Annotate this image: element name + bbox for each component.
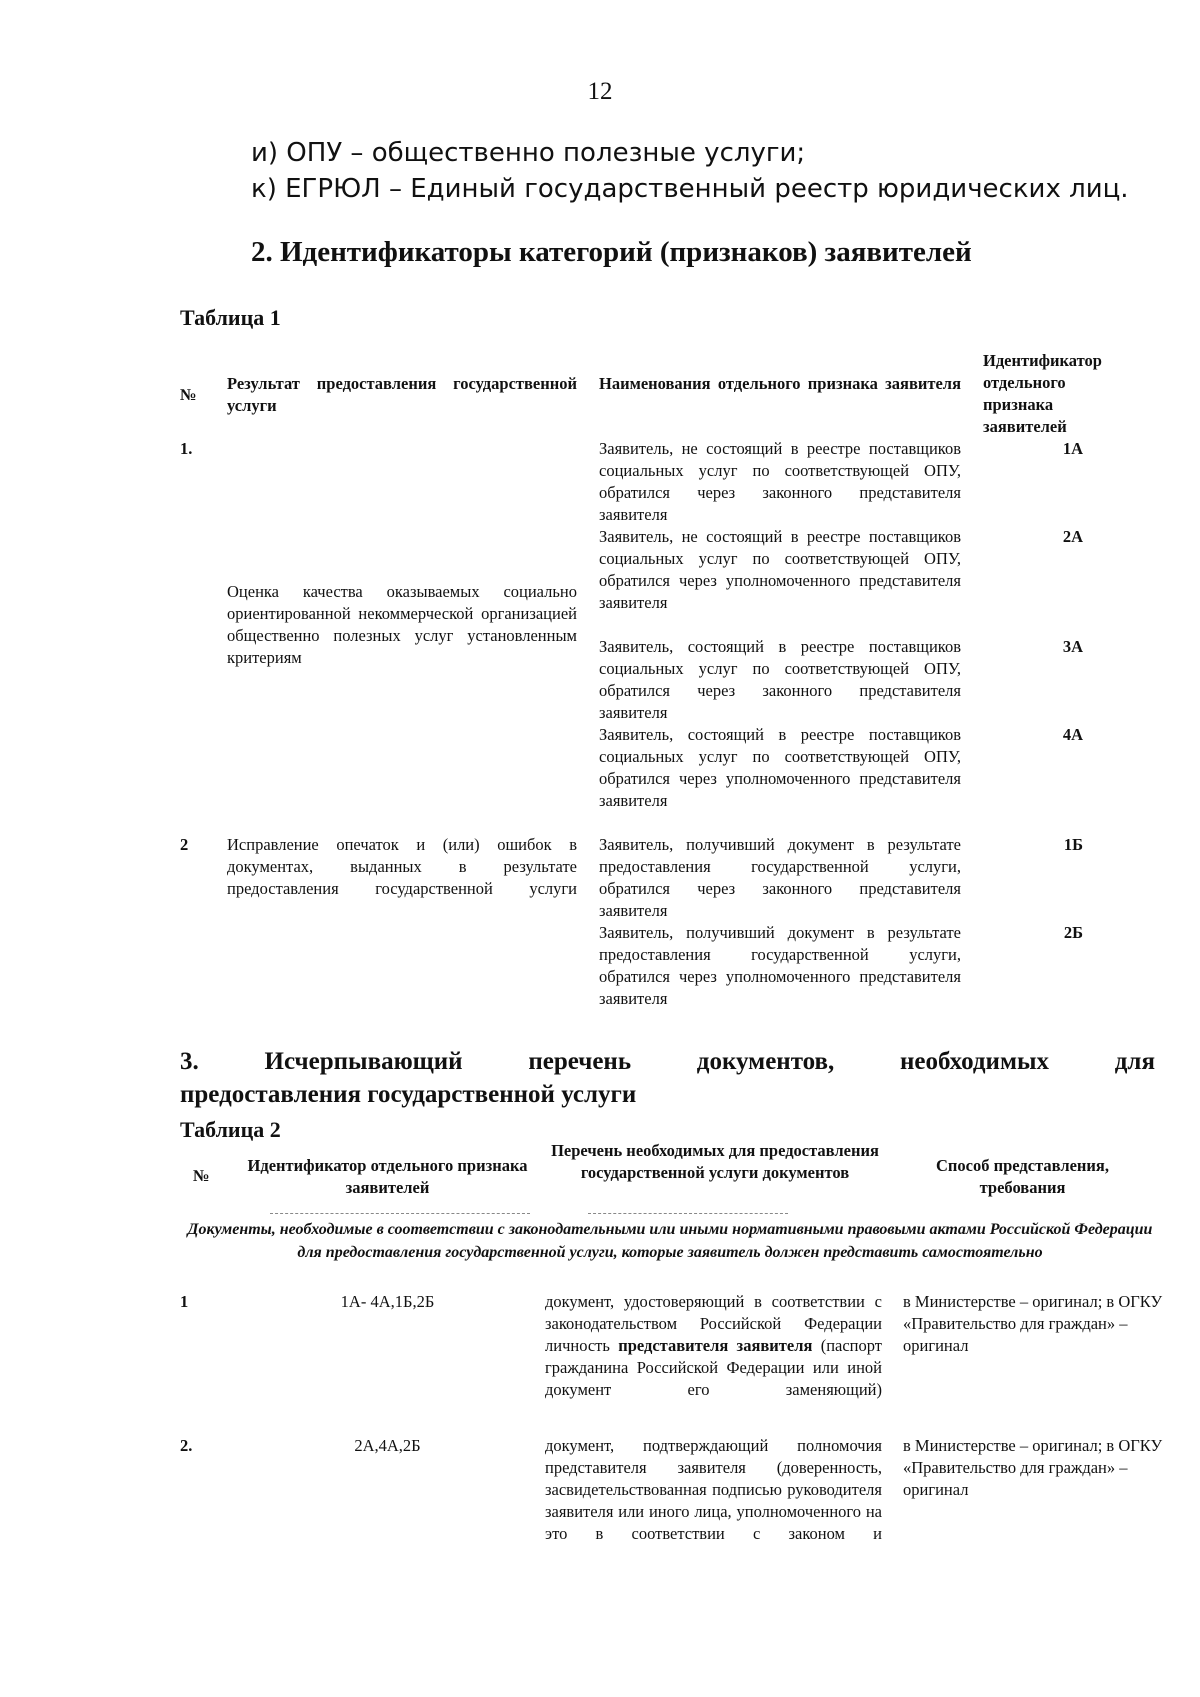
feature-identifier: 3А — [1062, 637, 1083, 656]
applicant-feature: Заявитель, получивший документ в результате предоставления государственной услуги, обратился через законного представителя заявителя — [599, 835, 961, 920]
header-underline — [588, 1213, 788, 1214]
table-header-identifier: Идентификатор отдельного признака заявителей — [983, 351, 1102, 436]
applicant-feature: Заявитель, не состоящий в реестре поставщиков социальных услуг по соответствующей ОПУ, обратился через законного представителя заявителя — [599, 439, 961, 524]
page-number: 12 — [587, 78, 613, 105]
feature-identifier: 2Б — [1063, 923, 1083, 942]
applicant-feature: Заявитель, не состоящий в реестре поставщиков социальных услуг по соответствующей ОПУ, обратился через уполномоченного представителя заявителя — [599, 527, 961, 612]
feature-identifier: 4А — [1062, 725, 1083, 744]
row-identifiers: 1А- 4А,1Б,2Б — [340, 1292, 435, 1311]
row-number: 1. — [180, 439, 193, 458]
feature-identifier: 2А — [1062, 527, 1083, 546]
table-header-result: Результат предоставления государственной услуги — [227, 374, 577, 415]
row-number: 2. — [180, 1436, 193, 1455]
row-identifiers: 2А,4А,2Б — [354, 1436, 421, 1455]
table-header-number: № — [193, 1166, 210, 1185]
feature-identifier: 1А — [1062, 439, 1083, 458]
table-header-documents: Перечень необходимых для предоставления государственной услуги документов — [551, 1141, 879, 1182]
submission-method: в Министерстве – оригинал; в ОГКУ «Правительство для граждан» – оригинал — [903, 1436, 1163, 1499]
service-result: Исправление опечаток и (или) ошибок в документах, выданных в результате предоставления государственной услуги — [227, 835, 577, 898]
table-caption: Таблица 1 — [180, 305, 281, 330]
applicant-feature: Заявитель, состоящий в реестре поставщиков социальных услуг по соответствующей ОПУ, обратился через уполномоченного представителя заявителя — [599, 725, 961, 810]
document-emphasis: представителя заявителя — [618, 1336, 813, 1355]
section-heading — [180, 1048, 1155, 1076]
document-text: документ, удостоверяющий в соответствии с законодательством Российской Федерации личность — [545, 1292, 882, 1355]
table-header-feature: Наименования отдельного признака заявителя — [599, 374, 961, 393]
section-heading: 2. Идентификаторы категорий (признаков) заявителей — [251, 236, 972, 268]
abbreviation-item: и) ОПУ – общественно полезные услуги; — [251, 138, 806, 168]
submission-method: в Министерстве – оригинал; в ОГКУ «Правительство для граждан» – оригинал — [903, 1292, 1163, 1355]
applicant-feature: Заявитель, состоящий в реестре поставщиков социальных услуг по соответствующей ОПУ, обратился через законного представителя заявителя — [599, 637, 961, 722]
heading-word: документов, — [696, 1048, 835, 1075]
table-header-identifier: Идентификатор отдельного признака заявителей — [247, 1156, 528, 1197]
section-heading-continuation: предоставления государственной услуги — [180, 1081, 637, 1108]
heading-word: 3. — [180, 1048, 199, 1075]
document-text: (паспорт гражданина Российской Федерации или иной документ его заменяющий) — [545, 1336, 882, 1399]
table-header-method: Способ представления, требования — [936, 1156, 1109, 1197]
table-caption: Таблица 2 — [180, 1117, 281, 1142]
abbreviation-item: к) ЕГРЮЛ – Единый государственный реестр юридических лиц. — [251, 174, 1129, 204]
row-number: 1 — [180, 1292, 189, 1311]
row-number: 2 — [180, 835, 189, 854]
document-description: документ, подтверждающий полномочия представителя заявителя (доверенность, засвидетельствованная подписью руководителя заявителя или иного лица, уполномоченного на это в соответствии с законом и — [545, 1436, 882, 1543]
heading-word: Исчерпывающий — [264, 1048, 463, 1075]
applicant-feature: Заявитель, получивший документ в результате предоставления государственной услуги, обратился через уполномоченного представителя заявителя — [599, 923, 961, 1008]
feature-identifier: 1Б — [1063, 835, 1083, 854]
service-result: Оценка качества оказываемых социально ориентированной некоммерческой организацией общественно полезных услуг установленным критериям — [227, 582, 577, 667]
document-description — [545, 1291, 882, 1401]
heading-word: необходимых — [900, 1048, 1050, 1075]
header-underline — [270, 1213, 530, 1214]
table-header-number: № — [180, 385, 197, 404]
heading-word: для — [1114, 1048, 1155, 1075]
heading-word: перечень — [528, 1048, 632, 1075]
documents-intro: Документы, необходимые в соответствии с законодательными или иными нормативными правовыми актами Российской Федерации для предоставления государственной услуги, которые заявитель должен представить самостоятельно — [187, 1221, 1153, 1261]
